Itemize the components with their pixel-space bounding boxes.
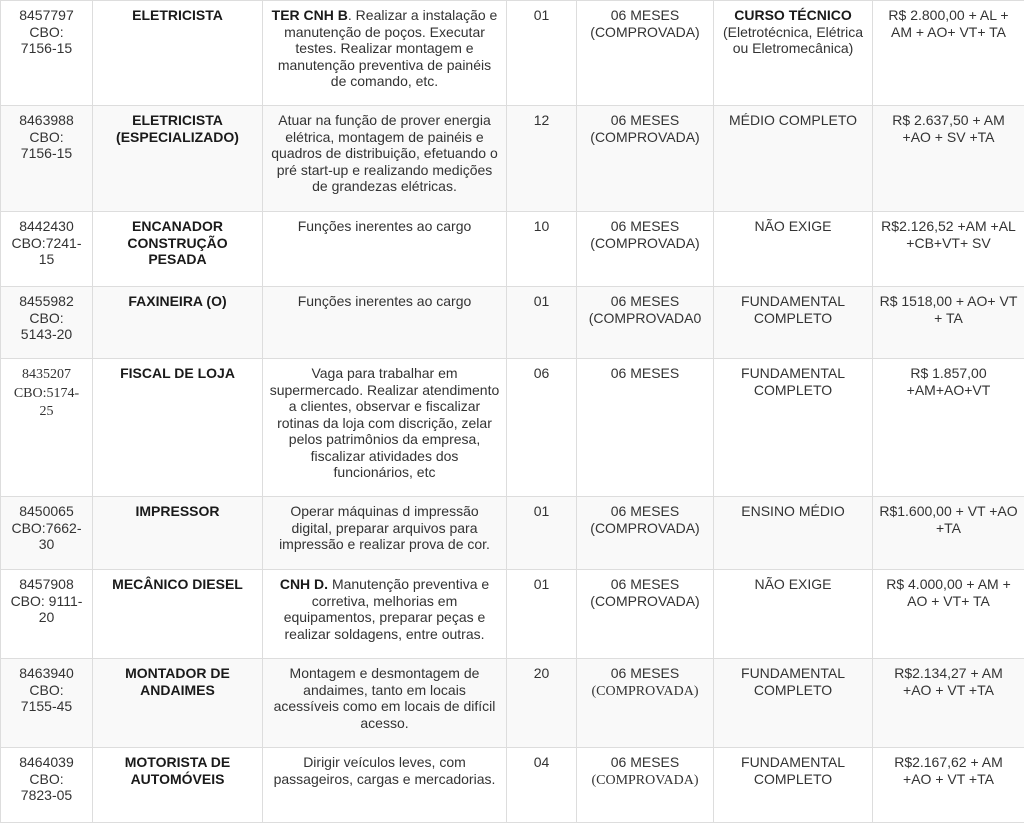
- vacancy-code-cell: [1, 106, 93, 212]
- education-text: (Eletrotécnica, Elétrica ou Eletromecânica): [723, 24, 863, 57]
- description-text: . Realizar a instalação e manutenção de poços. Executar testes. Realizar montagem e manutenção preventiva de painéis de comando, etc.: [278, 7, 497, 89]
- cbo-number: 25: [40, 404, 54, 419]
- job-title: MONTADOR DE ANDAIMES: [93, 659, 263, 748]
- education-cell: [714, 497, 873, 570]
- vacancy-code: 8435207: [22, 367, 71, 382]
- table-row: [1, 497, 1024, 570]
- experience-duration: 06 MESES: [611, 576, 679, 592]
- cbo-label: CBO:: [29, 771, 63, 787]
- education-cell: [714, 748, 873, 823]
- job-title: MOTORISTA DE AUTOMÓVEIS: [93, 748, 263, 823]
- education-cell: [714, 106, 873, 212]
- vacancy-code-cell: [1, 570, 93, 659]
- experience-duration: 06 MESES: [611, 665, 679, 681]
- vacancy-code: 8457797: [19, 7, 74, 23]
- education-text: FUNDAMENTAL COMPLETO: [741, 293, 845, 326]
- description-text: Vaga para trabalhar em supermercado. Realizar atendimento a clientes, observar e fiscalizar rotinas da loja com discrição, zelar pelos patrimônios da empresa, fiscalizar atividades dos funcionários, etc: [270, 365, 500, 480]
- job-description: [263, 570, 507, 659]
- experience-duration: 06 MESES: [611, 503, 679, 519]
- salary-cell: R$2.126,52 +AM +AL +CB+VT+ SV: [873, 212, 1024, 287]
- education-cell: [714, 1, 873, 106]
- education-text: FUNDAMENTAL COMPLETO: [741, 365, 845, 398]
- vacancy-code-cell: [1, 359, 93, 497]
- education-highlight: CURSO TÉCNICO: [734, 7, 851, 23]
- cbo-number: 5143-20: [21, 326, 72, 342]
- experience-cell: [577, 212, 714, 287]
- experience-duration: 06 MESES: [611, 365, 679, 381]
- table-row: [1, 570, 1024, 659]
- vacancy-count: 01: [507, 497, 577, 570]
- salary-cell: R$ 2.800,00 + AL + AM + AO+ VT+ TA: [873, 1, 1024, 106]
- cbo-number: 15: [39, 251, 55, 267]
- education-text: NÃO EXIGE: [754, 218, 831, 234]
- vacancy-code-cell: [1, 1, 93, 106]
- description-highlight: TER CNH B: [272, 7, 348, 23]
- cbo-label: CBO:5174-: [14, 386, 79, 401]
- experience-cell: [577, 1, 714, 106]
- experience-note: (COMPROVADA): [591, 684, 698, 699]
- job-description: [263, 748, 507, 823]
- table-row: [1, 659, 1024, 748]
- experience-duration: 06 MESES: [611, 218, 679, 234]
- vacancy-code-cell: [1, 748, 93, 823]
- vacancy-code: 8463940: [19, 665, 74, 681]
- education-text: ENSINO MÉDIO: [741, 503, 844, 519]
- vacancy-count: 12: [507, 106, 577, 212]
- vacancy-count: 04: [507, 748, 577, 823]
- vacancy-count: 20: [507, 659, 577, 748]
- job-title: MECÂNICO DIESEL: [93, 570, 263, 659]
- vacancy-code-cell: [1, 287, 93, 359]
- description-text: Funções inerentes ao cargo: [298, 293, 472, 309]
- table-row: [1, 359, 1024, 497]
- vacancy-code-cell: [1, 497, 93, 570]
- education-text: FUNDAMENTAL COMPLETO: [741, 754, 845, 787]
- description-text: Operar máquinas d impressão digital, preparar arquivos para impressão e realizar prova de cor.: [279, 503, 490, 552]
- vacancy-code-cell: [1, 212, 93, 287]
- job-description: [263, 497, 507, 570]
- experience-duration: 06 MESES: [611, 293, 679, 309]
- job-title: ENCANADOR CONSTRUÇÃO PESADA: [93, 212, 263, 287]
- job-description: [263, 1, 507, 106]
- cbo-number: 30: [39, 536, 55, 552]
- experience-note: (COMPROVADA): [591, 773, 698, 788]
- job-description: [263, 287, 507, 359]
- education-text: NÃO EXIGE: [754, 576, 831, 592]
- education-cell: [714, 659, 873, 748]
- vacancy-code-cell: [1, 659, 93, 748]
- vacancy-count: 10: [507, 212, 577, 287]
- description-text: Atuar na função de prover energia elétrica, montagem de painéis e quadros de distribuição, efetuando o pré start-up e realizando medições de grandezas elétricas.: [271, 112, 498, 194]
- experience-note: (COMPROVADA): [590, 235, 699, 251]
- salary-cell: R$2.167,62 + AM +AO + VT +TA: [873, 748, 1024, 823]
- description-text: Dirigir veículos leves, com passageiros, cargas e mercadorias.: [274, 754, 496, 787]
- vacancy-count: 06: [507, 359, 577, 497]
- experience-duration: 06 MESES: [611, 754, 679, 770]
- job-description: [263, 106, 507, 212]
- experience-cell: [577, 748, 714, 823]
- salary-cell: R$1.600,00 + VT +AO +TA: [873, 497, 1024, 570]
- experience-duration: 06 MESES: [611, 7, 679, 23]
- table-row: [1, 212, 1024, 287]
- job-description: [263, 359, 507, 497]
- vacancy-code: 8455982: [19, 293, 74, 309]
- experience-cell: [577, 359, 714, 497]
- job-title: ELETRICISTA (ESPECIALIZADO): [93, 106, 263, 212]
- description-text: Funções inerentes ao cargo: [298, 218, 472, 234]
- salary-cell: R$ 1.857,00 +AM+AO+VT: [873, 359, 1024, 497]
- education-text: FUNDAMENTAL COMPLETO: [741, 665, 845, 698]
- cbo-number: 7155-45: [21, 698, 72, 714]
- cbo-label: CBO: 9111-: [11, 593, 83, 609]
- experience-duration: 06 MESES: [611, 112, 679, 128]
- cbo-label: CBO:: [29, 310, 63, 326]
- job-title: ELETRICISTA: [93, 1, 263, 106]
- vacancy-count: 01: [507, 287, 577, 359]
- description-text: Montagem e desmontagem de andaimes, tanto em locais acessíveis como em locais de difícil acesso.: [274, 665, 496, 731]
- experience-cell: [577, 497, 714, 570]
- job-title: IMPRESSOR: [93, 497, 263, 570]
- cbo-number: 7156-15: [21, 145, 72, 161]
- table-row: [1, 106, 1024, 212]
- experience-note: (COMPROVADA): [590, 593, 699, 609]
- salary-cell: R$ 4.000,00 + AM + AO + VT+ TA: [873, 570, 1024, 659]
- job-title: FISCAL DE LOJA: [93, 359, 263, 497]
- table-row: [1, 287, 1024, 359]
- salary-cell: R$ 2.637,50 + AM +AO + SV +TA: [873, 106, 1024, 212]
- education-cell: [714, 287, 873, 359]
- vacancy-code: 8457908: [19, 576, 74, 592]
- cbo-label: CBO:: [29, 24, 63, 40]
- vacancy-code: 8464039: [19, 754, 74, 770]
- experience-note: (COMPROVADA): [590, 24, 699, 40]
- cbo-label: CBO:7241-: [11, 235, 81, 251]
- experience-note: (COMPROVADA): [590, 129, 699, 145]
- cbo-number: 20: [39, 609, 55, 625]
- vacancy-count: 01: [507, 1, 577, 106]
- job-description: [263, 659, 507, 748]
- experience-note: (COMPROVADA): [590, 520, 699, 536]
- vacancy-code: 8442430: [19, 218, 74, 234]
- job-title: FAXINEIRA (O): [93, 287, 263, 359]
- table-row: [1, 1, 1024, 106]
- cbo-number: 7823-05: [21, 787, 72, 803]
- vacancy-code: 8463988: [19, 112, 74, 128]
- experience-cell: [577, 570, 714, 659]
- cbo-label: CBO:: [29, 682, 63, 698]
- job-description: [263, 212, 507, 287]
- cbo-label: CBO:: [29, 129, 63, 145]
- experience-cell: [577, 659, 714, 748]
- cbo-number: 7156-15: [21, 40, 72, 56]
- education-text: MÉDIO COMPLETO: [729, 112, 857, 128]
- table-row: [1, 748, 1024, 823]
- education-cell: [714, 570, 873, 659]
- experience-cell: [577, 287, 714, 359]
- vacancy-count: 01: [507, 570, 577, 659]
- vacancy-code: 8450065: [19, 503, 74, 519]
- experience-cell: [577, 106, 714, 212]
- experience-note: (COMPROVADA0: [589, 310, 702, 326]
- salary-cell: R$2.134,27 + AM +AO + VT +TA: [873, 659, 1024, 748]
- description-highlight: CNH D.: [280, 576, 328, 592]
- education-cell: [714, 359, 873, 497]
- cbo-label: CBO:7662-: [11, 520, 81, 536]
- salary-cell: R$ 1518,00 + AO+ VT + TA: [873, 287, 1024, 359]
- education-cell: [714, 212, 873, 287]
- description-text: Manutenção preventiva e corretiva, melhorias em equipamentos, preparar peças e realizar soldagens, entre outras.: [284, 576, 489, 642]
